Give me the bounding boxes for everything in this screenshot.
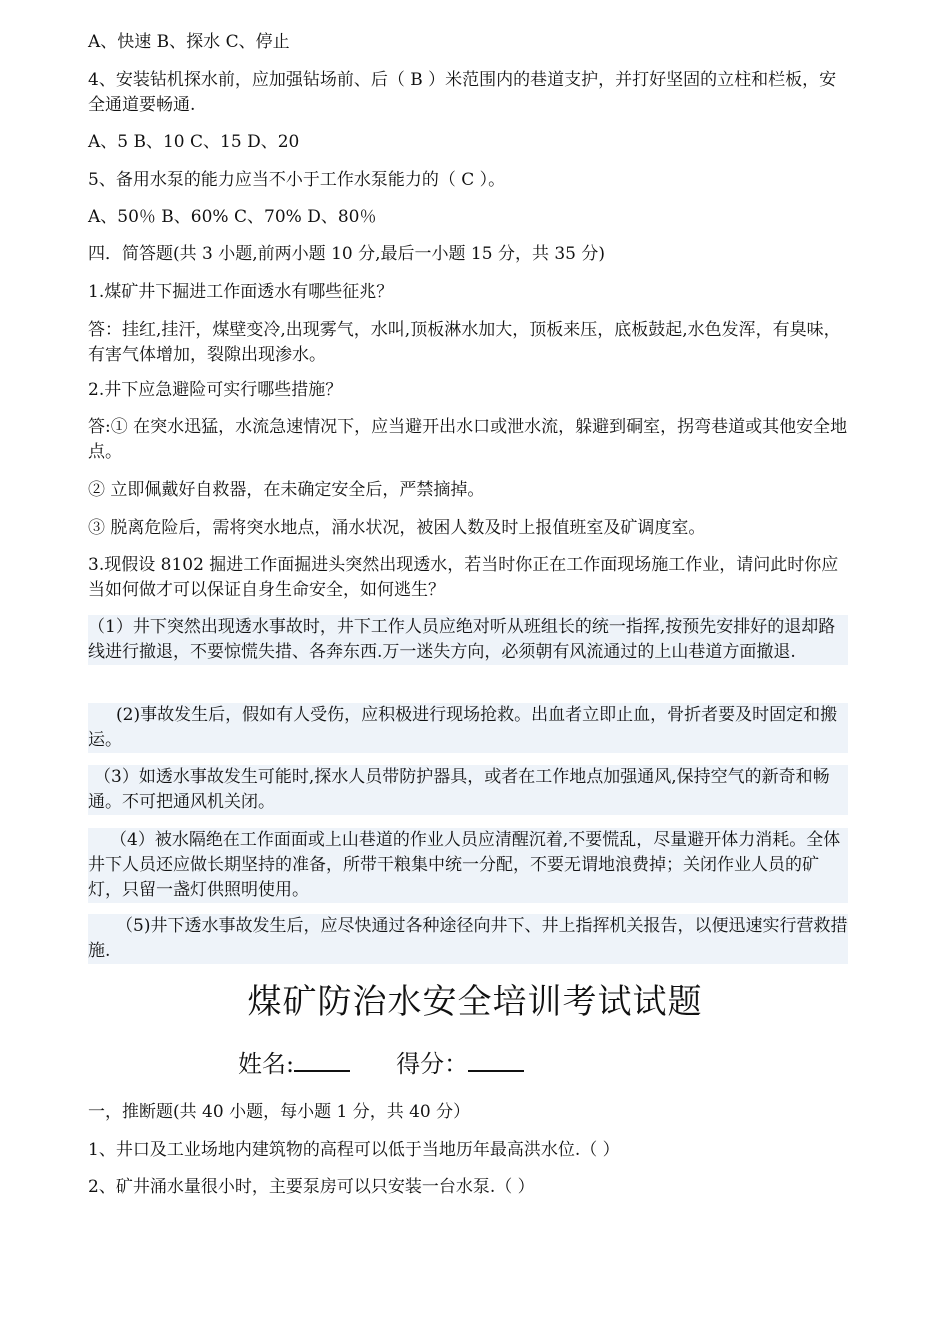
short-question-3: 3.现假设 8102 掘进工作面掘进头突然出现透水，若当时你正在工作面现场施工作业，请问此时你应当如何做才可以保证自身生命安全，如何逃生？ — [88, 555, 839, 600]
judgment-question-1: 1、井口及工业场地内建筑物的高程可以低于当地历年最高洪水位.（ ） — [88, 1140, 620, 1160]
short-question-1: 1.煤矿井下掘进工作面透水有哪些征兆？ — [88, 282, 394, 302]
name-label: 姓名: — [238, 1050, 295, 1078]
answer-3-item-2: (2)事故发生后，假如有人受伤，应积极进行现场抢救。出血者立即止血，骨折者要及时固定和搬运。 — [88, 703, 848, 753]
answer-2-item-3: ③ 脱离危险后，需将突水地点，涌水状况，被困人数及时上报值班室及矿调度室。 — [88, 518, 706, 538]
answer-2-item-2: ② 立即佩戴好自救器，在未确定安全后，严禁摘掉。 — [88, 480, 485, 500]
exam-title: 煤矿防治水安全培训考试试题 — [247, 982, 703, 1022]
name-blank — [294, 1046, 350, 1072]
answer-3-item-4: （4）被水隔绝在工作面面或上山巷道的作业人员应清醒沉着,不要慌乱，尽量避开体力消耗。全体井下人员还应做长期坚持的准备，所带干粮集中统一分配，不要无谓地浪费掉；关闭作业人员的矿灯，只留一盏灯供照明使用。 — [88, 828, 848, 903]
answer-2-item-1: 答:① 在突水迅猛，水流急速情况下，应当避开出水口或泄水流，躲避到硐室，拐弯巷道或其他安全地点。 — [88, 417, 848, 462]
section-heading: 一，推断题(共 40 小题，每小题 1 分，共 40 分） — [88, 1102, 471, 1122]
question-5: 5、备用水泵的能力应当不小于工作水泵能力的（ C ）。 — [88, 170, 506, 190]
answer-1: 答：挂红,挂汗，煤壁变冷,出现雾气，水叫,顶板淋水加大，顶板来压，底板鼓起,水色发浑，有臭味，有害气体增加，裂隙出现渗水。 — [88, 320, 841, 365]
name-score-line — [238, 1046, 524, 1080]
answer-3-item-1: （1）井下突然出现透水事故时，井下工作人员应绝对听从班组长的统一指挥,按预先安排好的退却路线进行撤退，不要惊慌失措、各奔东西.万一迷失方向，必须朝有风流通过的上山巷道方面撤退. — [88, 615, 848, 665]
short-question-2: 2.井下应急避险可实行哪些措施？ — [88, 380, 343, 400]
answer-3-item-5: （5)井下透水事故发生后，应尽快通过各种途径向井下、井上指挥机关报告，以便迅速实行营救措施. — [88, 914, 848, 964]
section-heading: 四．简答题(共 3 小题,前两小题 10 分,最后一小题 15 分，共 35 分) — [88, 244, 606, 264]
options-line: A、快速 B、探水 C、停止 — [88, 32, 290, 52]
score-blank — [468, 1046, 524, 1072]
answer-3-item-3: （3）如透水事故发生可能时,探水人员带防护器具，或者在工作地点加强通风,保持空气的新奇和畅通。不可把通风机关闭。 — [88, 765, 848, 815]
judgment-question-2: 2、矿井涌水量很小时，主要泵房可以只安装一台水泵.（ ） — [88, 1177, 535, 1197]
score-label: 得分： — [396, 1050, 469, 1078]
options-line: A、5 B、10 C、15 D、20 — [88, 132, 300, 152]
question-4: 4、安装钻机探水前，应加强钻场前、后（ B ）米范围内的巷道支护，并打好坚固的立柱和栏板，安全通道要畅通. — [88, 70, 837, 115]
options-line: A、50％ B、60% C、70% D、80％ — [88, 207, 377, 227]
